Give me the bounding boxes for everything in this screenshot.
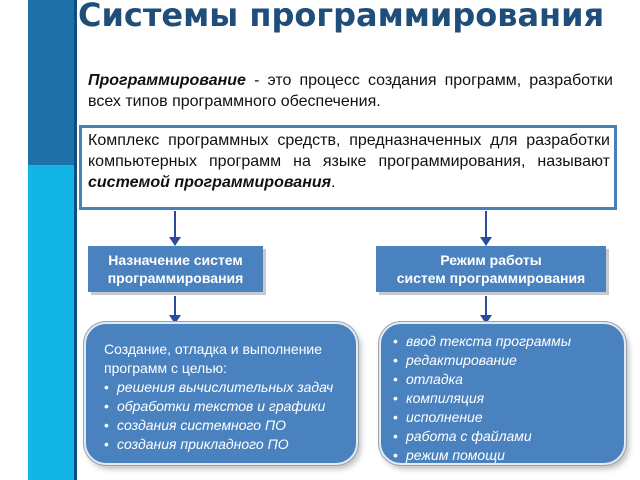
purpose-card-intro: Создание, отладка и выполнение программ с целью: (104, 341, 323, 376)
programming-system-box (79, 125, 617, 210)
mode-list-item: • редактирование (393, 351, 618, 370)
mode-list-item: • компиляция (393, 389, 618, 408)
purpose-label-line1: Назначение систем (108, 252, 243, 268)
system-box-text: Комплекс программных средств, предназначенных для разработки компьютерных программ на языке программирования, называют (88, 132, 610, 170)
purpose-list-item: • решения вычислительных задач (104, 378, 348, 397)
mode-label-line1: Режим работы (440, 252, 542, 268)
definition-term: Программирование (88, 72, 246, 89)
page-title: Системы программирования (78, 0, 605, 34)
programming-definition (88, 70, 613, 112)
purpose-list (104, 378, 348, 454)
arrow-to-purpose (174, 211, 176, 238)
purpose-label-box (88, 246, 263, 292)
arrow-to-purpose-card (174, 296, 176, 316)
mode-list-item: • работа с файлами (393, 427, 618, 446)
mode-label-line2: систем программирования (396, 270, 586, 286)
system-box-term: системой программирования (88, 174, 332, 191)
definition-text: - это процесс создания программ, разработки всех типов программного обеспечения. (88, 72, 613, 110)
mode-label-box (376, 246, 606, 292)
arrow-to-mode (485, 211, 487, 238)
mode-list (393, 332, 618, 465)
mode-list-item: • исполнение (393, 408, 618, 427)
mode-list-item: • отладка (393, 370, 618, 389)
purpose-label-line2: программирования (107, 270, 244, 286)
system-box-end: . (331, 174, 336, 191)
mode-card (379, 322, 626, 465)
left-stripe-light (28, 165, 74, 480)
purpose-list-item: • обработки текстов и графики (104, 397, 348, 416)
purpose-card (84, 322, 358, 465)
purpose-list-item: • создания системного ПО (104, 416, 348, 435)
left-stripe-dark (28, 0, 74, 165)
arrow-to-mode-card (485, 296, 487, 316)
purpose-list-item: • создания прикладного ПО (104, 435, 348, 454)
mode-list-item: • режим помощи (393, 446, 618, 465)
mode-list-item: • ввод текста программы (393, 332, 618, 351)
left-stripe-edge (74, 0, 77, 480)
